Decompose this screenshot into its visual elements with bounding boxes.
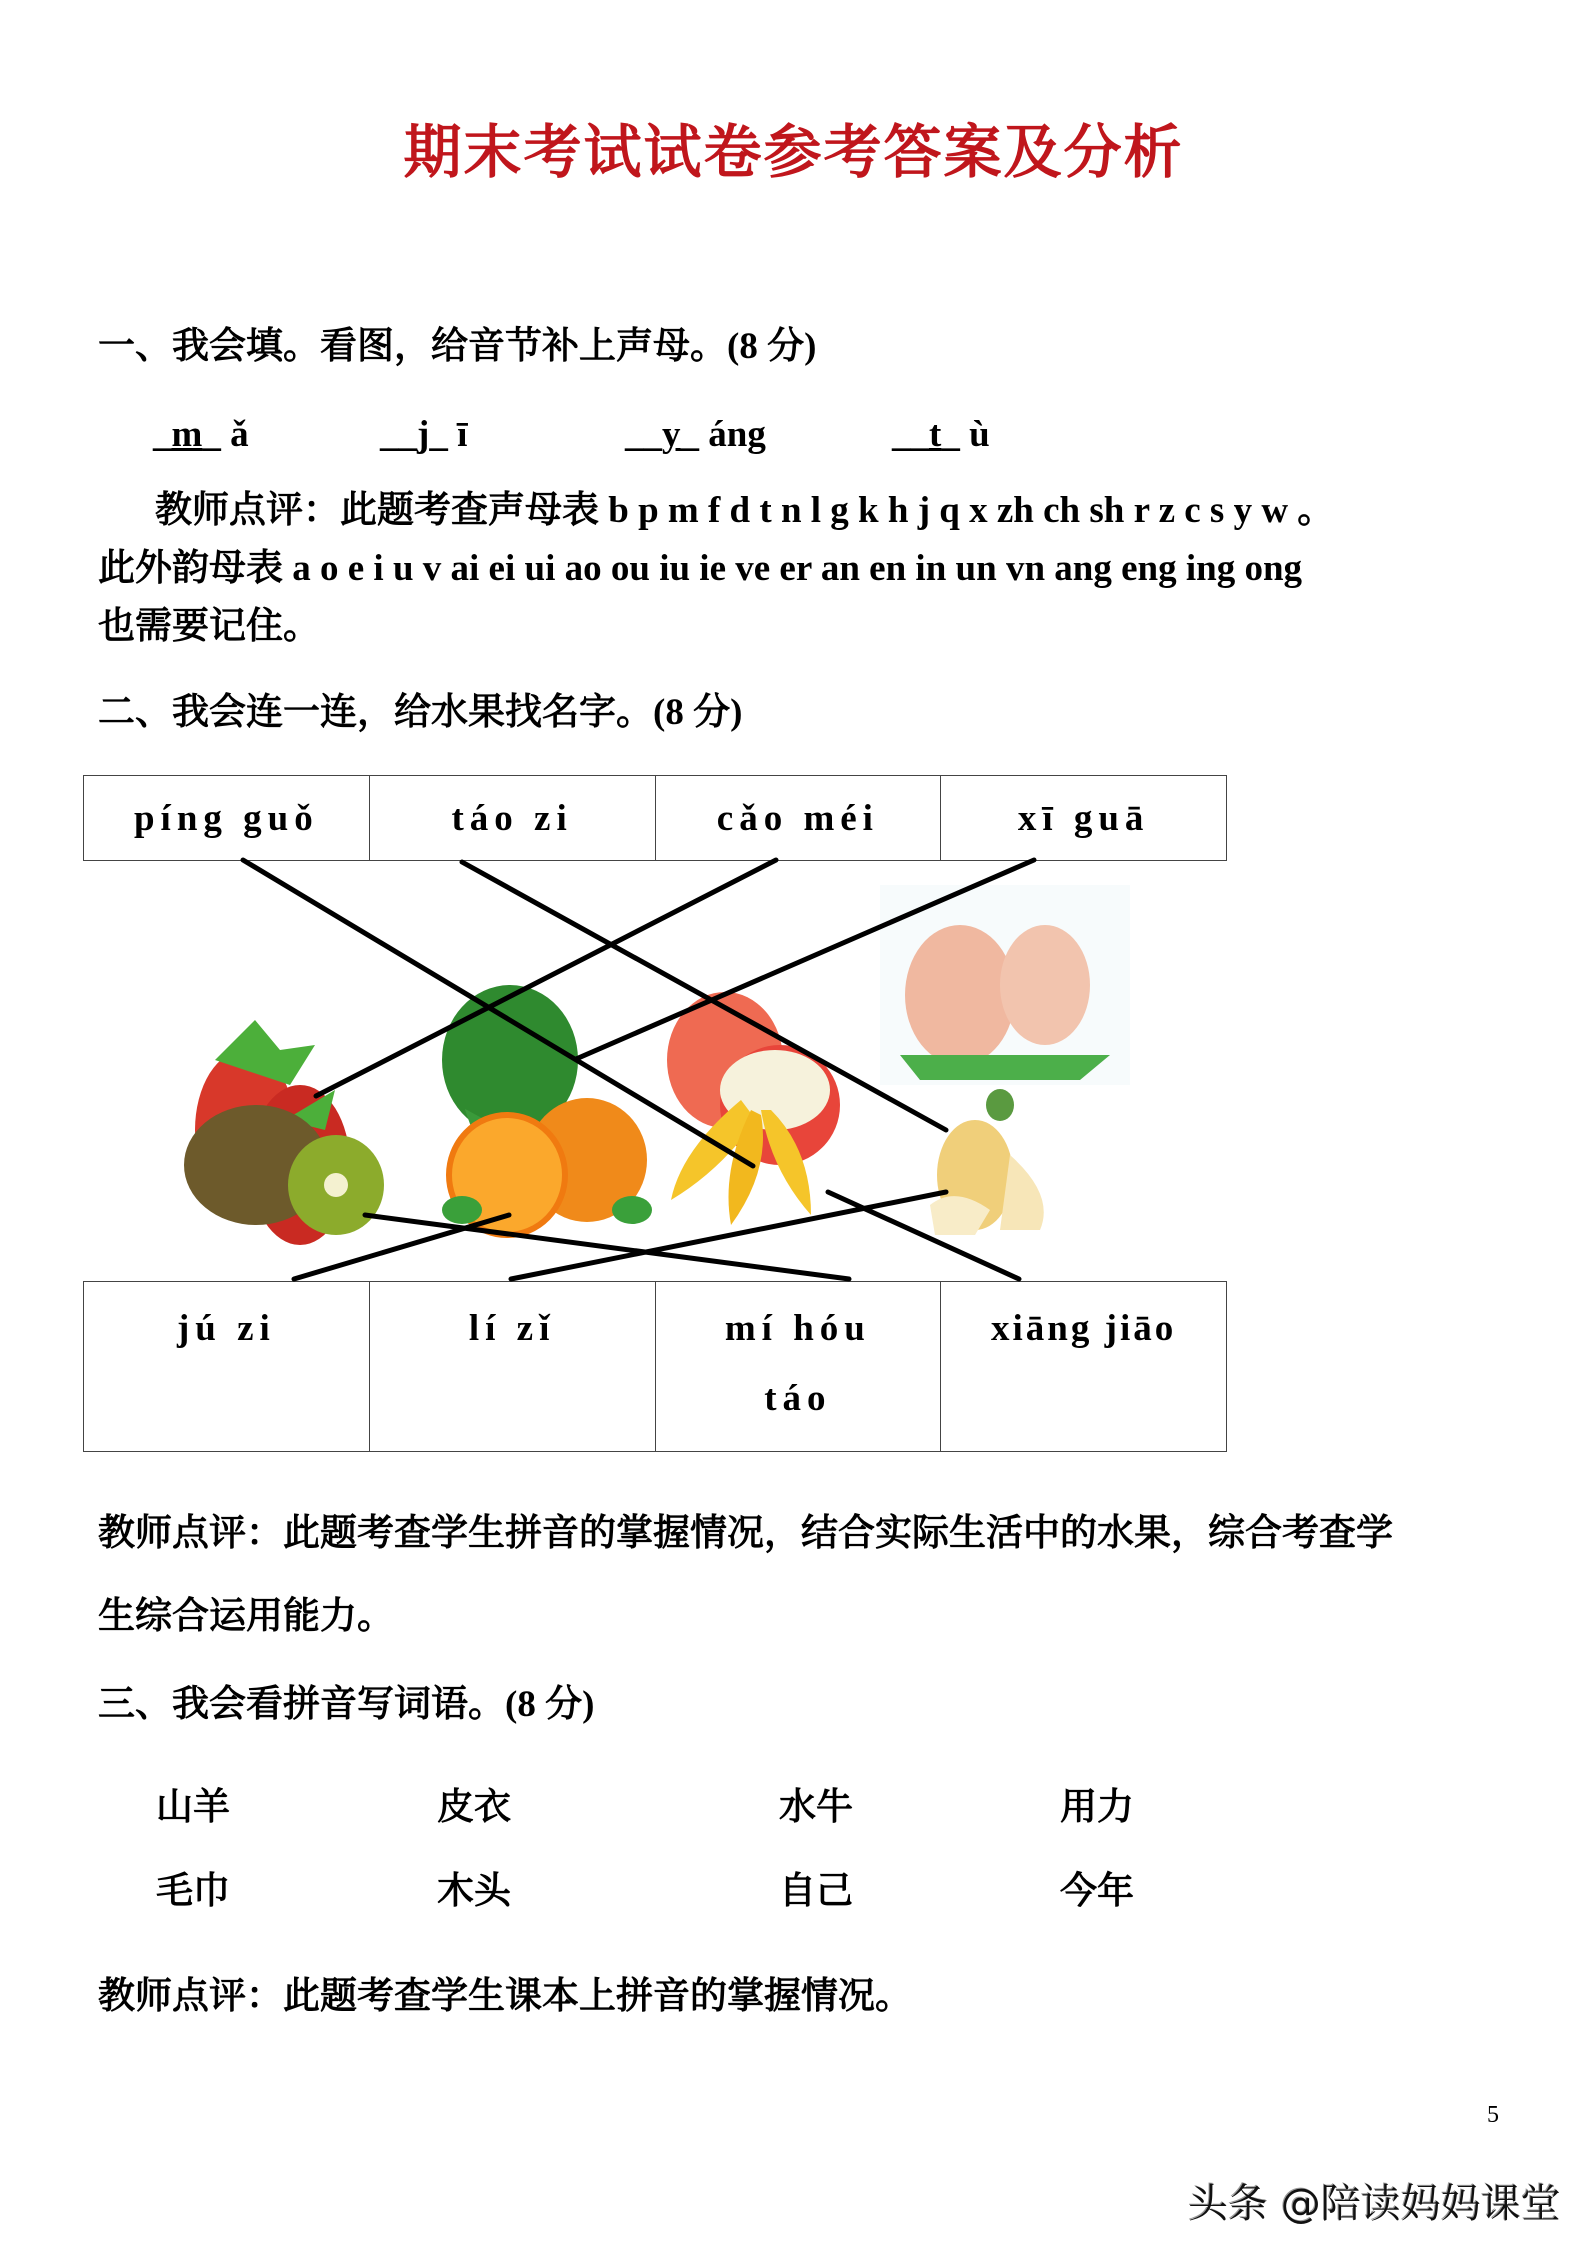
pinyin-cell: xiāng jiāo xyxy=(941,1282,1227,1452)
section3-comment: 教师点评：此题考查学生课本上拼音的掌握情况。 xyxy=(98,1976,912,2017)
answer-initial: j xyxy=(417,414,430,455)
section2-comment-line2: 生综合运用能力。 xyxy=(98,1596,394,1637)
words-row-1 xyxy=(98,1783,1527,1833)
answer-2: __j_ ī xyxy=(380,414,468,455)
answer-final: áng xyxy=(708,414,766,455)
pinyin-cell: jú zi xyxy=(84,1282,370,1452)
word: 木头 xyxy=(437,1871,511,1912)
page-number: 5 xyxy=(1487,2102,1499,2128)
page-content xyxy=(0,118,1587,2022)
pinyin-cell: xī guā xyxy=(941,776,1227,861)
orange-image xyxy=(432,1090,657,1240)
word: 今年 xyxy=(1060,1871,1134,1912)
word: 毛巾 xyxy=(156,1871,230,1912)
kiwi-image xyxy=(181,1100,386,1240)
matching-exercise xyxy=(0,775,1587,1465)
pinyin-top-table xyxy=(83,775,1227,861)
pinyin-bottom-table xyxy=(83,1281,1227,1452)
section2-comment xyxy=(98,1492,1527,1658)
banana-image xyxy=(661,1090,826,1230)
section1-comment-line2: 此外韵母表 a o e i u v ai ei ui ao ou iu ie ve er an en in un vn ang eng ing ong xyxy=(98,548,1303,589)
answer-initial: t xyxy=(929,414,942,455)
answer-final: ù xyxy=(969,414,990,455)
answer-initial: m xyxy=(171,414,203,455)
page-title: 期末考试试卷参考答案及分析 xyxy=(403,120,1184,185)
section1-comment-line1: 教师点评：此题考查声母表 b p m f d t n l g k h j q x zh ch sh r z c s y w 。 xyxy=(155,490,1335,531)
section2-comment-line1: 教师点评：此题考查学生拼音的掌握情况，结合实际生活中的水果，综合考查学 xyxy=(98,1513,1393,1554)
section2-heading: 二、我会连一连，给水果找名字。(8 分) xyxy=(98,692,743,733)
answer-4: __t_ ù xyxy=(892,414,990,455)
answer-3: __y_ áng xyxy=(625,414,766,455)
answer-final: ī xyxy=(457,414,468,455)
answer-1: _m_ ǎ xyxy=(153,414,249,455)
word: 皮衣 xyxy=(437,1787,511,1828)
pinyin-cell: cǎo méi xyxy=(655,776,941,861)
pinyin-cell: mí hóu táo xyxy=(655,1282,941,1452)
word: 自己 xyxy=(779,1871,853,1912)
pinyin-cell: píng guǒ xyxy=(84,776,370,861)
answer-final: ǎ xyxy=(230,414,249,455)
peach-image xyxy=(880,885,1130,1085)
watermark: 头条 @陪读妈妈课堂 xyxy=(1188,2181,1561,2227)
pear-image xyxy=(915,1085,1065,1235)
section1-heading: 一、我会填。看图，给音节补上声母。(8 分) xyxy=(98,326,817,367)
pinyin-cell: táo zi xyxy=(369,776,655,861)
answer-initial: y xyxy=(662,414,681,455)
word: 山羊 xyxy=(156,1787,230,1828)
pinyin-cell: lí zǐ xyxy=(369,1282,655,1452)
word: 用力 xyxy=(1060,1787,1134,1828)
words-row-2 xyxy=(98,1867,1527,1917)
word: 水牛 xyxy=(779,1787,853,1828)
section3-heading: 三、我会看拼音写词语。(8 分) xyxy=(98,1684,595,1725)
section1-comment-line3: 也需要记住。 xyxy=(98,606,320,647)
